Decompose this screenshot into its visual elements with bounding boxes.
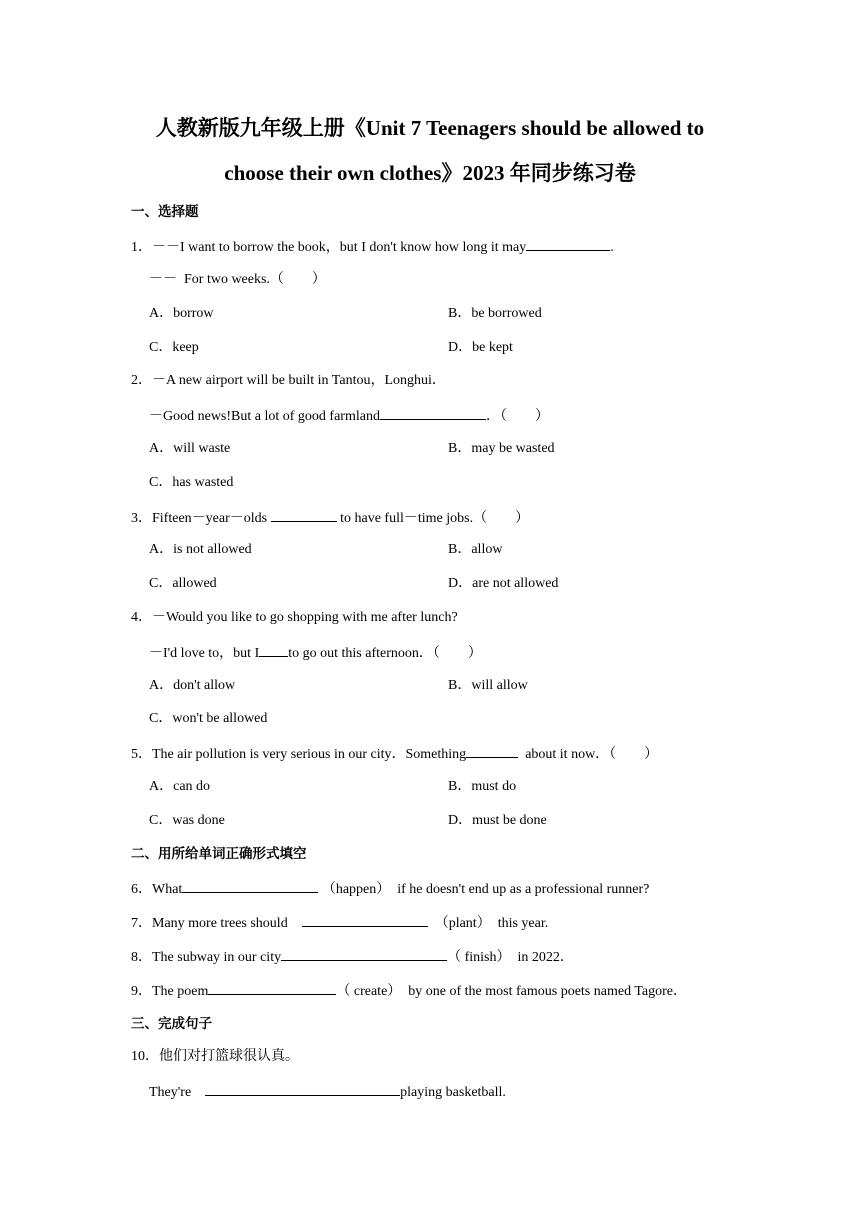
q9-text: 9．The poem <box>131 984 209 999</box>
q5-option-c: C．was done <box>149 813 225 828</box>
q1-blank <box>526 237 610 251</box>
q4-blank <box>259 643 288 657</box>
q2-text: －Good news!But a lot of good farmland <box>149 409 380 424</box>
q10-end: playing basketball. <box>400 1085 506 1100</box>
question-7 <box>131 913 548 933</box>
q1-option-a: A．borrow <box>149 306 214 321</box>
q7-blank <box>302 913 428 927</box>
q1-answer-line: －－ For two weeks.（ ） <box>149 272 326 287</box>
q4-text: －I'd love to，but I <box>149 646 260 661</box>
q3-option-c: C．allowed <box>149 576 217 591</box>
q8-text: 8．The subway in our city <box>131 950 282 965</box>
q5-text: 5．The air pollution is very serious in our city．Something <box>131 747 467 762</box>
q3-text: 3．Fifteen－year－olds <box>131 511 271 526</box>
q6-text: 6．What <box>131 882 183 897</box>
q4-end: to go out this afternoon．（ ） <box>288 646 482 661</box>
q4-option-b: B．will allow <box>448 678 528 693</box>
title-line-2: choose their own clothes》2023 年同步练习卷 <box>224 161 636 185</box>
q1-option-b: B．be borrowed <box>448 306 542 321</box>
q2-option-b: B．may be wasted <box>448 441 555 456</box>
q10-line-2 <box>149 1082 506 1102</box>
q3-option-a: A．is not allowed <box>149 542 252 557</box>
question-9 <box>131 981 687 1001</box>
q2-line-2 <box>149 406 549 426</box>
q3-end: to have full－time jobs.（ ） <box>336 511 530 526</box>
q9-blank <box>208 981 336 995</box>
q4-line-2 <box>149 643 482 663</box>
title-line-1: 人教新版九年级上册《Unit 7 Teenagers should be allowed to <box>155 116 705 140</box>
q3-option-b: B．allow <box>448 542 503 557</box>
q1-text: 1．－－I want to borrow the book，but I don't know how long it may <box>131 240 527 255</box>
question-3 <box>131 508 529 528</box>
question-2: 2．－A new airport will be built in Tantou，Longhui． <box>131 373 446 388</box>
question-10: 10．他们对打篮球很认真。 <box>131 1049 299 1064</box>
q8-blank <box>281 947 447 961</box>
q2-option-c: C．has wasted <box>149 475 234 490</box>
q6-end: （happen） if he doesn't end up as a professional runner? <box>318 882 650 897</box>
q3-blank <box>271 508 337 522</box>
question-8 <box>131 947 574 967</box>
q2-end: ．（ ） <box>485 409 549 424</box>
q7-text: 7．Many more trees should <box>131 916 302 931</box>
q5-option-b: B．must do <box>448 779 517 794</box>
q6-blank <box>182 879 318 893</box>
q1-option-d: D．be kept <box>448 340 513 355</box>
question-6 <box>131 879 649 899</box>
q8-end: （ finish） in 2022． <box>447 950 574 965</box>
q7-end: （plant） this year. <box>427 916 549 931</box>
q9-end: （ create） by one of the most famous poets named Tagore． <box>336 984 687 999</box>
q5-blank <box>466 744 518 758</box>
q1-end: . <box>610 240 614 255</box>
q5-option-a: A．can do <box>149 779 211 794</box>
question-5 <box>131 744 658 764</box>
q2-blank <box>380 406 486 420</box>
question-1 <box>131 237 614 257</box>
q5-end: about it now．（ ） <box>518 747 659 762</box>
q3-option-d: D．are not allowed <box>448 576 559 591</box>
q1-option-c: C．keep <box>149 340 199 355</box>
q5-option-d: D．must be done <box>448 813 547 828</box>
section-heading-fill-in: 二、用所给单词正确形式填空 <box>131 846 307 862</box>
q4-option-c: C．won't be allowed <box>149 711 268 726</box>
q2-option-a: A．will waste <box>149 441 231 456</box>
section-heading-complete-sentences: 三、完成句子 <box>131 1016 212 1032</box>
section-heading-choice: 一、选择题 <box>131 204 199 220</box>
q10-text: They're <box>149 1085 206 1100</box>
question-4: 4．－Would you like to go shopping with me after lunch? <box>131 610 458 625</box>
q10-blank <box>205 1082 400 1096</box>
q4-option-a: A．don't allow <box>149 678 236 693</box>
